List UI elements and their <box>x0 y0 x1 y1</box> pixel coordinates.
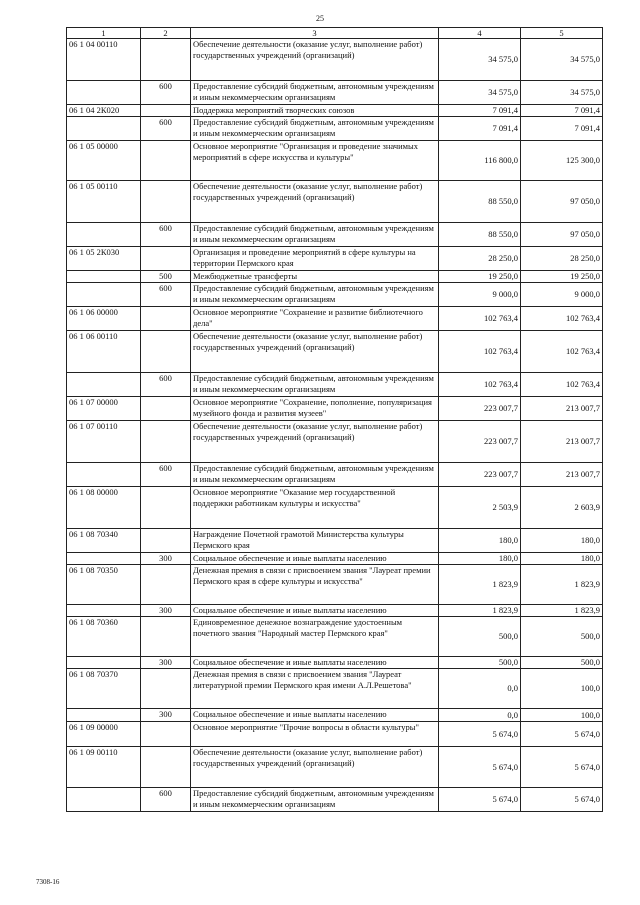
row-amount-col5: 5 674,0 <box>521 722 603 747</box>
table-row <box>67 709 603 722</box>
row-amount-col5: 97 050,0 <box>521 223 603 247</box>
row-code <box>67 81 141 105</box>
row-amount-col4: 2 503,9 <box>439 487 521 529</box>
row-expense-type: 600 <box>141 283 191 307</box>
row-expense-type <box>141 181 191 223</box>
row-amount-col5: 1 823,9 <box>521 565 603 605</box>
row-amount-col5: 102 763,4 <box>521 331 603 373</box>
footer-code: 7308-16 <box>36 878 60 886</box>
page-number: 25 <box>316 14 324 23</box>
row-code <box>67 788 141 812</box>
row-expense-type <box>141 307 191 331</box>
row-amount-col5: 180,0 <box>521 529 603 553</box>
table-row <box>67 39 603 81</box>
row-expense-type <box>141 141 191 181</box>
table-row <box>67 105 603 117</box>
row-amount-col4: 9 000,0 <box>439 283 521 307</box>
table-row <box>67 722 603 747</box>
table-row <box>67 331 603 373</box>
budget-table <box>66 27 603 812</box>
row-code <box>67 223 141 247</box>
row-code: 06 1 07 00110 <box>67 421 141 463</box>
row-expense-type: 600 <box>141 373 191 397</box>
row-description: Социальное обеспечение и иные выплаты населению <box>191 657 439 669</box>
row-amount-col4: 5 674,0 <box>439 747 521 788</box>
row-description: Награждение Почетной грамотой Министерства культуры Пермского края <box>191 529 439 553</box>
row-expense-type <box>141 105 191 117</box>
row-expense-type: 300 <box>141 709 191 722</box>
row-code: 06 1 09 00110 <box>67 747 141 788</box>
row-expense-type: 300 <box>141 605 191 617</box>
table-body <box>67 39 603 812</box>
row-code: 06 1 07 00000 <box>67 397 141 421</box>
row-amount-col4: 180,0 <box>439 529 521 553</box>
row-description: Предоставление субсидий бюджетным, автономным учреждениям и иным некоммерческим организациям <box>191 117 439 141</box>
column-header-3: 3 <box>191 28 439 39</box>
row-code: 06 1 08 70340 <box>67 529 141 553</box>
row-amount-col5: 213 007,7 <box>521 463 603 487</box>
row-amount-col4: 102 763,4 <box>439 331 521 373</box>
table-row <box>67 463 603 487</box>
row-code: 06 1 05 00110 <box>67 181 141 223</box>
row-code <box>67 605 141 617</box>
row-description: Предоставление субсидий бюджетным, автономным учреждениям и иным некоммерческим организациям <box>191 283 439 307</box>
row-amount-col4: 19 250,0 <box>439 271 521 283</box>
row-code: 06 1 05 2К030 <box>67 247 141 271</box>
row-amount-col5: 213 007,7 <box>521 421 603 463</box>
row-description: Обеспечение деятельности (оказание услуг, выполнение работ) государственных учреждений (организаций) <box>191 421 439 463</box>
row-description: Социальное обеспечение и иные выплаты населению <box>191 553 439 565</box>
row-amount-col4: 0,0 <box>439 669 521 709</box>
row-description: Основное мероприятие "Оказание мер государственной поддержки работникам культуры и искусства" <box>191 487 439 529</box>
row-amount-col4: 7 091,4 <box>439 117 521 141</box>
row-amount-col4: 102 763,4 <box>439 307 521 331</box>
row-description: Обеспечение деятельности (оказание услуг, выполнение работ) государственных учреждений (организаций) <box>191 181 439 223</box>
table-row <box>67 283 603 307</box>
table-row <box>67 81 603 105</box>
row-expense-type: 600 <box>141 81 191 105</box>
row-amount-col5: 97 050,0 <box>521 181 603 223</box>
row-description: Основное мероприятие "Прочие вопросы в области культуры" <box>191 722 439 747</box>
row-amount-col4: 1 823,9 <box>439 605 521 617</box>
row-description: Предоставление субсидий бюджетным, автономным учреждениям и иным некоммерческим организациям <box>191 81 439 105</box>
table-row <box>67 487 603 529</box>
column-header-1: 1 <box>67 28 141 39</box>
row-expense-type <box>141 722 191 747</box>
row-description: Социальное обеспечение и иные выплаты населению <box>191 709 439 722</box>
table-row <box>67 141 603 181</box>
row-code: 06 1 08 70350 <box>67 565 141 605</box>
row-code <box>67 373 141 397</box>
row-amount-col4: 88 550,0 <box>439 181 521 223</box>
row-amount-col5: 213 007,7 <box>521 397 603 421</box>
row-amount-col5: 102 763,4 <box>521 307 603 331</box>
row-amount-col4: 5 674,0 <box>439 722 521 747</box>
row-expense-type: 300 <box>141 553 191 565</box>
row-description: Социальное обеспечение и иные выплаты населению <box>191 605 439 617</box>
table-row <box>67 565 603 605</box>
row-amount-col5: 28 250,0 <box>521 247 603 271</box>
row-expense-type <box>141 565 191 605</box>
row-amount-col4: 102 763,4 <box>439 373 521 397</box>
row-code: 06 1 08 70370 <box>67 669 141 709</box>
row-expense-type: 600 <box>141 788 191 812</box>
row-amount-col4: 28 250,0 <box>439 247 521 271</box>
row-amount-col4: 116 800,0 <box>439 141 521 181</box>
row-amount-col5: 9 000,0 <box>521 283 603 307</box>
table-row <box>67 617 603 657</box>
table-row <box>67 421 603 463</box>
row-amount-col5: 19 250,0 <box>521 271 603 283</box>
table-row <box>67 657 603 669</box>
row-code: 06 1 08 70360 <box>67 617 141 657</box>
row-amount-col4: 5 674,0 <box>439 788 521 812</box>
row-expense-type <box>141 747 191 788</box>
row-amount-col4: 223 007,7 <box>439 463 521 487</box>
row-description: Основное мероприятие "Организация и проведение значимых мероприятий в сфере искусства и культуры" <box>191 141 439 181</box>
row-expense-type: 300 <box>141 657 191 669</box>
table-row <box>67 397 603 421</box>
table-row <box>67 553 603 565</box>
table-row <box>67 788 603 812</box>
row-expense-type <box>141 529 191 553</box>
row-amount-col4: 180,0 <box>439 553 521 565</box>
row-amount-col4: 223 007,7 <box>439 397 521 421</box>
row-expense-type: 500 <box>141 271 191 283</box>
table-row <box>67 747 603 788</box>
table-row <box>67 373 603 397</box>
row-description: Поддержка мероприятий творческих союзов <box>191 105 439 117</box>
row-amount-col5: 125 300,0 <box>521 141 603 181</box>
row-code <box>67 657 141 669</box>
row-expense-type: 600 <box>141 223 191 247</box>
row-code: 06 1 08 00000 <box>67 487 141 529</box>
row-amount-col4: 0,0 <box>439 709 521 722</box>
row-amount-col4: 223 007,7 <box>439 421 521 463</box>
row-amount-col5: 5 674,0 <box>521 747 603 788</box>
column-header-2: 2 <box>141 28 191 39</box>
row-description: Денежная премия в связи с присвоением звания "Лауреат литературной премии Пермского края имени А.Л.Решетова" <box>191 669 439 709</box>
row-amount-col5: 5 674,0 <box>521 788 603 812</box>
row-amount-col5: 7 091,4 <box>521 117 603 141</box>
row-expense-type <box>141 397 191 421</box>
row-code <box>67 553 141 565</box>
row-code <box>67 117 141 141</box>
row-description: Предоставление субсидий бюджетным, автономным учреждениям и иным некоммерческим организациям <box>191 788 439 812</box>
column-header-4: 4 <box>439 28 521 39</box>
table-row <box>67 529 603 553</box>
row-amount-col4: 34 575,0 <box>439 39 521 81</box>
row-description: Основное мероприятие "Сохранение и развитие библиотечного дела" <box>191 307 439 331</box>
row-description: Обеспечение деятельности (оказание услуг, выполнение работ) государственных учреждений (организаций) <box>191 39 439 81</box>
row-amount-col5: 2 603,9 <box>521 487 603 529</box>
row-expense-type <box>141 421 191 463</box>
row-expense-type <box>141 331 191 373</box>
row-code <box>67 271 141 283</box>
row-expense-type <box>141 617 191 657</box>
row-amount-col5: 500,0 <box>521 657 603 669</box>
row-code <box>67 709 141 722</box>
table-row <box>67 117 603 141</box>
row-description: Предоставление субсидий бюджетным, автономным учреждениям и иным некоммерческим организациям <box>191 373 439 397</box>
row-description: Обеспечение деятельности (оказание услуг, выполнение работ) государственных учреждений (организаций) <box>191 331 439 373</box>
row-description: Денежная премия в связи с присвоением звания "Лауреат премии Пермского края в сфере культуры и искусства" <box>191 565 439 605</box>
row-code: 06 1 06 00000 <box>67 307 141 331</box>
table-row <box>67 669 603 709</box>
row-amount-col4: 7 091,4 <box>439 105 521 117</box>
row-amount-col5: 500,0 <box>521 617 603 657</box>
row-code: 06 1 04 2К020 <box>67 105 141 117</box>
row-description: Основное мероприятие "Сохранение, пополнение, популяризация музейного фонда и развития музеев" <box>191 397 439 421</box>
row-amount-col4: 88 550,0 <box>439 223 521 247</box>
row-amount-col5: 180,0 <box>521 553 603 565</box>
row-description: Предоставление субсидий бюджетным, автономным учреждениям и иным некоммерческим организациям <box>191 223 439 247</box>
header-row <box>67 28 603 39</box>
row-amount-col4: 34 575,0 <box>439 81 521 105</box>
row-code <box>67 283 141 307</box>
row-expense-type: 600 <box>141 463 191 487</box>
table-row <box>67 181 603 223</box>
row-expense-type <box>141 39 191 81</box>
row-description: Межбюджетные трансферты <box>191 271 439 283</box>
row-code: 06 1 04 00110 <box>67 39 141 81</box>
row-description: Предоставление субсидий бюджетным, автономным учреждениям и иным некоммерческим организациям <box>191 463 439 487</box>
column-header-5: 5 <box>521 28 603 39</box>
row-amount-col5: 34 575,0 <box>521 81 603 105</box>
row-expense-type <box>141 669 191 709</box>
row-amount-col5: 100,0 <box>521 709 603 722</box>
row-amount-col5: 7 091,4 <box>521 105 603 117</box>
row-expense-type: 600 <box>141 117 191 141</box>
table-row <box>67 307 603 331</box>
row-expense-type <box>141 487 191 529</box>
row-description: Организация и проведение мероприятий в сфере культуры на территории Пермского края <box>191 247 439 271</box>
row-amount-col4: 1 823,9 <box>439 565 521 605</box>
row-description: Единовременное денежное вознаграждение удостоенным почетного звания "Народный мастер Пермского края" <box>191 617 439 657</box>
row-code: 06 1 06 00110 <box>67 331 141 373</box>
table-row <box>67 605 603 617</box>
row-code: 06 1 09 00000 <box>67 722 141 747</box>
table-row <box>67 271 603 283</box>
table-row <box>67 223 603 247</box>
row-code <box>67 463 141 487</box>
row-amount-col5: 1 823,9 <box>521 605 603 617</box>
row-amount-col4: 500,0 <box>439 657 521 669</box>
row-code: 06 1 05 00000 <box>67 141 141 181</box>
table-row <box>67 247 603 271</box>
row-amount-col4: 500,0 <box>439 617 521 657</box>
row-amount-col5: 102 763,4 <box>521 373 603 397</box>
row-amount-col5: 100,0 <box>521 669 603 709</box>
row-expense-type <box>141 247 191 271</box>
row-amount-col5: 34 575,0 <box>521 39 603 81</box>
row-description: Обеспечение деятельности (оказание услуг, выполнение работ) государственных учреждений (организаций) <box>191 747 439 788</box>
